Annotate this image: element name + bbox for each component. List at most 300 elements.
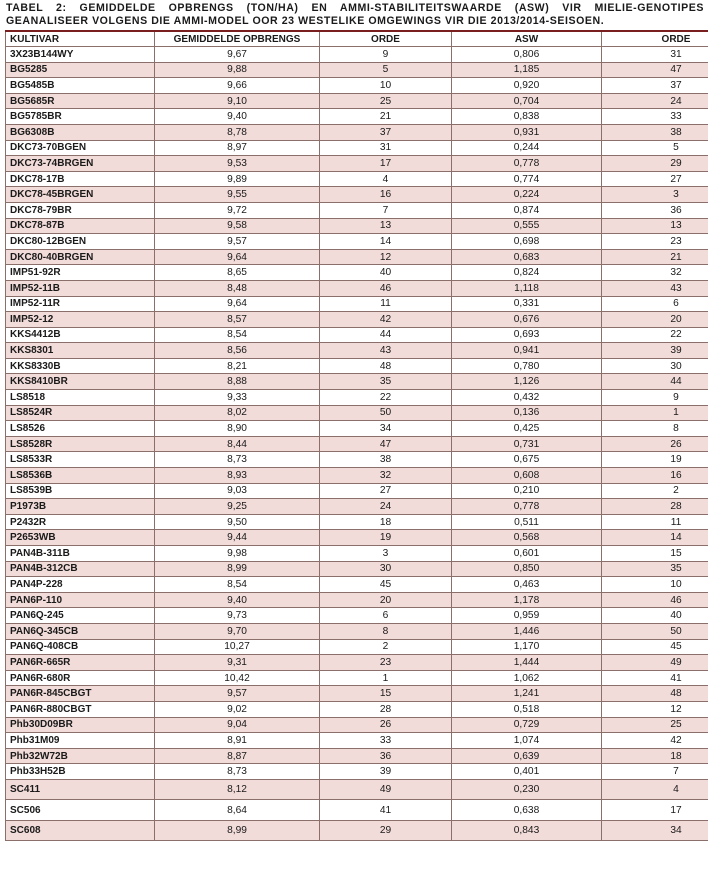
cell-orde-opbrengs: 11 bbox=[320, 296, 452, 312]
cell-asw: 0,838 bbox=[452, 109, 602, 125]
table-row bbox=[6, 78, 708, 94]
cell-asw: 0,780 bbox=[452, 358, 602, 374]
cell-orde-asw: 37 bbox=[602, 78, 708, 94]
cell-gemiddelde-opbrengs: 8,73 bbox=[155, 764, 320, 780]
cell-orde-asw: 10 bbox=[602, 577, 708, 593]
cell-orde-opbrengs: 22 bbox=[320, 390, 452, 406]
cell-orde-asw: 48 bbox=[602, 686, 708, 702]
cell-kultivar: Phb32W72B bbox=[6, 748, 155, 764]
cell-gemiddelde-opbrengs: 9,55 bbox=[155, 187, 320, 203]
cell-orde-asw: 11 bbox=[602, 514, 708, 530]
cell-orde-asw: 22 bbox=[602, 327, 708, 343]
table-row bbox=[6, 701, 708, 717]
cell-asw: 0,511 bbox=[452, 514, 602, 530]
cell-orde-opbrengs: 13 bbox=[320, 218, 452, 234]
cell-kultivar: SC608 bbox=[6, 820, 155, 841]
table-row bbox=[6, 623, 708, 639]
cell-gemiddelde-opbrengs: 8,97 bbox=[155, 140, 320, 156]
cell-kultivar: PAN4B-312CB bbox=[6, 561, 155, 577]
cell-gemiddelde-opbrengs: 9,40 bbox=[155, 592, 320, 608]
cell-orde-opbrengs: 41 bbox=[320, 800, 452, 821]
table-row bbox=[6, 779, 708, 800]
cell-orde-asw: 19 bbox=[602, 452, 708, 468]
cell-gemiddelde-opbrengs: 8,87 bbox=[155, 748, 320, 764]
cell-orde-opbrengs: 42 bbox=[320, 312, 452, 328]
cell-orde-asw: 29 bbox=[602, 156, 708, 172]
cell-asw: 0,843 bbox=[452, 820, 602, 841]
cell-gemiddelde-opbrengs: 8,88 bbox=[155, 374, 320, 390]
cell-orde-opbrengs: 46 bbox=[320, 280, 452, 296]
table-caption: TABEL 2: GEMIDDELDE OPBRENGS (TON/HA) EN AMMI-STABILITEITSWAARDE (ASW) VIR MIELIE-GENOTIPES GEANALISEER VOLGENS DIE AMMI-MODEL OOR 23 WESTELIKE OMGEWINGS VIR DIE 2013/2014-SEISOEN. bbox=[6, 2, 704, 27]
cell-orde-opbrengs: 20 bbox=[320, 592, 452, 608]
table-row bbox=[6, 764, 708, 780]
cell-orde-opbrengs: 43 bbox=[320, 343, 452, 359]
table-row bbox=[6, 405, 708, 421]
table-row bbox=[6, 202, 708, 218]
cell-gemiddelde-opbrengs: 9,66 bbox=[155, 78, 320, 94]
cell-asw: 0,555 bbox=[452, 218, 602, 234]
cell-kultivar: IMP51-92R bbox=[6, 265, 155, 281]
cell-orde-opbrengs: 32 bbox=[320, 468, 452, 484]
cell-orde-asw: 26 bbox=[602, 436, 708, 452]
cell-orde-asw: 46 bbox=[602, 592, 708, 608]
cell-kultivar: LS8528R bbox=[6, 436, 155, 452]
table-row bbox=[6, 156, 708, 172]
cell-orde-asw: 3 bbox=[602, 187, 708, 203]
cell-kultivar: DKC73-74BRGEN bbox=[6, 156, 155, 172]
header-gemiddelde-opbrengs: GEMIDDELDE OPBRENGS bbox=[155, 31, 320, 47]
cell-kultivar: DKC80-40BRGEN bbox=[6, 249, 155, 265]
cell-orde-opbrengs: 48 bbox=[320, 358, 452, 374]
cell-kultivar: P2653WB bbox=[6, 530, 155, 546]
cell-orde-opbrengs: 47 bbox=[320, 436, 452, 452]
cell-gemiddelde-opbrengs: 8,78 bbox=[155, 124, 320, 140]
cell-gemiddelde-opbrengs: 8,44 bbox=[155, 436, 320, 452]
cell-kultivar: Phb33H52B bbox=[6, 764, 155, 780]
table-row bbox=[6, 468, 708, 484]
cell-orde-asw: 43 bbox=[602, 280, 708, 296]
cell-gemiddelde-opbrengs: 8,91 bbox=[155, 733, 320, 749]
table-row bbox=[6, 358, 708, 374]
cell-asw: 1,185 bbox=[452, 62, 602, 78]
cell-asw: 0,778 bbox=[452, 499, 602, 515]
table-row bbox=[6, 655, 708, 671]
cell-orde-asw: 40 bbox=[602, 608, 708, 624]
cell-kultivar: BG5785BR bbox=[6, 109, 155, 125]
cell-orde-opbrengs: 50 bbox=[320, 405, 452, 421]
cell-kultivar: PAN6R-665R bbox=[6, 655, 155, 671]
cell-gemiddelde-opbrengs: 9,53 bbox=[155, 156, 320, 172]
cell-orde-opbrengs: 29 bbox=[320, 820, 452, 841]
cell-orde-opbrengs: 15 bbox=[320, 686, 452, 702]
cell-orde-asw: 47 bbox=[602, 62, 708, 78]
cell-orde-asw: 18 bbox=[602, 748, 708, 764]
table-row bbox=[6, 218, 708, 234]
cell-orde-asw: 49 bbox=[602, 655, 708, 671]
cell-kultivar: DKC78-45BRGEN bbox=[6, 187, 155, 203]
cell-asw: 0,432 bbox=[452, 390, 602, 406]
cell-kultivar: DKC78-87B bbox=[6, 218, 155, 234]
cell-gemiddelde-opbrengs: 10,42 bbox=[155, 670, 320, 686]
cell-gemiddelde-opbrengs: 8,56 bbox=[155, 343, 320, 359]
cell-gemiddelde-opbrengs: 8,54 bbox=[155, 577, 320, 593]
cell-orde-asw: 32 bbox=[602, 265, 708, 281]
cell-kultivar: KKS8410BR bbox=[6, 374, 155, 390]
table-row bbox=[6, 514, 708, 530]
cell-orde-opbrengs: 12 bbox=[320, 249, 452, 265]
table-row bbox=[6, 124, 708, 140]
cell-orde-opbrengs: 7 bbox=[320, 202, 452, 218]
header-kultivar: KULTIVAR bbox=[6, 31, 155, 47]
cell-gemiddelde-opbrengs: 9,03 bbox=[155, 483, 320, 499]
cell-kultivar: LS8518 bbox=[6, 390, 155, 406]
cell-gemiddelde-opbrengs: 8,54 bbox=[155, 327, 320, 343]
cell-gemiddelde-opbrengs: 9,10 bbox=[155, 93, 320, 109]
cell-kultivar: LS8539B bbox=[6, 483, 155, 499]
cell-asw: 0,698 bbox=[452, 234, 602, 250]
cell-asw: 1,241 bbox=[452, 686, 602, 702]
cell-orde-asw: 31 bbox=[602, 47, 708, 63]
cell-orde-asw: 24 bbox=[602, 93, 708, 109]
cell-orde-asw: 4 bbox=[602, 779, 708, 800]
cell-asw: 0,774 bbox=[452, 171, 602, 187]
cell-orde-asw: 38 bbox=[602, 124, 708, 140]
cell-gemiddelde-opbrengs: 8,57 bbox=[155, 312, 320, 328]
cell-orde-asw: 44 bbox=[602, 374, 708, 390]
cell-orde-asw: 1 bbox=[602, 405, 708, 421]
cell-kultivar: DKC73-70BGEN bbox=[6, 140, 155, 156]
cell-orde-asw: 8 bbox=[602, 421, 708, 437]
cell-orde-opbrengs: 8 bbox=[320, 623, 452, 639]
cell-kultivar: BG5285 bbox=[6, 62, 155, 78]
cell-orde-asw: 25 bbox=[602, 717, 708, 733]
cell-asw: 1,126 bbox=[452, 374, 602, 390]
table-row bbox=[6, 452, 708, 468]
table-row bbox=[6, 171, 708, 187]
table-row bbox=[6, 234, 708, 250]
cell-gemiddelde-opbrengs: 9,57 bbox=[155, 686, 320, 702]
table-row bbox=[6, 530, 708, 546]
cell-gemiddelde-opbrengs: 8,21 bbox=[155, 358, 320, 374]
table-row bbox=[6, 280, 708, 296]
cell-gemiddelde-opbrengs: 9,31 bbox=[155, 655, 320, 671]
cell-orde-opbrengs: 26 bbox=[320, 717, 452, 733]
table-row bbox=[6, 93, 708, 109]
cell-orde-opbrengs: 5 bbox=[320, 62, 452, 78]
cell-orde-opbrengs: 33 bbox=[320, 733, 452, 749]
cell-gemiddelde-opbrengs: 9,73 bbox=[155, 608, 320, 624]
cell-orde-asw: 20 bbox=[602, 312, 708, 328]
cell-orde-asw: 5 bbox=[602, 140, 708, 156]
cell-orde-opbrengs: 49 bbox=[320, 779, 452, 800]
cell-kultivar: KKS4412B bbox=[6, 327, 155, 343]
cell-orde-opbrengs: 10 bbox=[320, 78, 452, 94]
cell-kultivar: LS8526 bbox=[6, 421, 155, 437]
cell-kultivar: PAN6Q-408CB bbox=[6, 639, 155, 655]
table-row bbox=[6, 577, 708, 593]
cell-orde-asw: 45 bbox=[602, 639, 708, 655]
table-row bbox=[6, 546, 708, 562]
cell-gemiddelde-opbrengs: 9,02 bbox=[155, 701, 320, 717]
table-row bbox=[6, 748, 708, 764]
cell-orde-opbrengs: 21 bbox=[320, 109, 452, 125]
cell-orde-opbrengs: 35 bbox=[320, 374, 452, 390]
cell-gemiddelde-opbrengs: 9,64 bbox=[155, 296, 320, 312]
cell-gemiddelde-opbrengs: 8,73 bbox=[155, 452, 320, 468]
cell-asw: 0,676 bbox=[452, 312, 602, 328]
cell-asw: 0,425 bbox=[452, 421, 602, 437]
cell-asw: 0,638 bbox=[452, 800, 602, 821]
cell-kultivar: DKC78-79BR bbox=[6, 202, 155, 218]
table-row bbox=[6, 249, 708, 265]
table-row bbox=[6, 686, 708, 702]
cell-orde-opbrengs: 3 bbox=[320, 546, 452, 562]
cell-asw: 0,244 bbox=[452, 140, 602, 156]
cell-asw: 0,675 bbox=[452, 452, 602, 468]
cell-orde-opbrengs: 44 bbox=[320, 327, 452, 343]
table-row bbox=[6, 312, 708, 328]
cell-orde-asw: 33 bbox=[602, 109, 708, 125]
cell-orde-opbrengs: 19 bbox=[320, 530, 452, 546]
cell-kultivar: PAN6R-680R bbox=[6, 670, 155, 686]
cell-gemiddelde-opbrengs: 9,25 bbox=[155, 499, 320, 515]
cell-asw: 1,178 bbox=[452, 592, 602, 608]
cell-kultivar: BG5485B bbox=[6, 78, 155, 94]
table-row bbox=[6, 296, 708, 312]
cell-kultivar: PAN6R-845CBGT bbox=[6, 686, 155, 702]
cell-gemiddelde-opbrengs: 9,64 bbox=[155, 249, 320, 265]
cell-asw: 1,444 bbox=[452, 655, 602, 671]
cell-orde-asw: 27 bbox=[602, 171, 708, 187]
cell-orde-asw: 21 bbox=[602, 249, 708, 265]
cell-asw: 1,446 bbox=[452, 623, 602, 639]
table-row bbox=[6, 483, 708, 499]
cell-orde-asw: 7 bbox=[602, 764, 708, 780]
table-row bbox=[6, 717, 708, 733]
cell-orde-opbrengs: 24 bbox=[320, 499, 452, 515]
cell-kultivar: PAN4B-311B bbox=[6, 546, 155, 562]
cell-orde-asw: 28 bbox=[602, 499, 708, 515]
table-row bbox=[6, 670, 708, 686]
cell-gemiddelde-opbrengs: 10,27 bbox=[155, 639, 320, 655]
cell-gemiddelde-opbrengs: 9,40 bbox=[155, 109, 320, 125]
cell-asw: 0,693 bbox=[452, 327, 602, 343]
cell-asw: 0,941 bbox=[452, 343, 602, 359]
cell-gemiddelde-opbrengs: 8,99 bbox=[155, 820, 320, 841]
cell-asw: 0,683 bbox=[452, 249, 602, 265]
cell-kultivar: 3X23B144WY bbox=[6, 47, 155, 63]
cell-orde-opbrengs: 2 bbox=[320, 639, 452, 655]
cell-gemiddelde-opbrengs: 8,65 bbox=[155, 265, 320, 281]
table-row bbox=[6, 374, 708, 390]
cell-orde-asw: 2 bbox=[602, 483, 708, 499]
cell-orde-opbrengs: 40 bbox=[320, 265, 452, 281]
cell-orde-opbrengs: 45 bbox=[320, 577, 452, 593]
table-row bbox=[6, 436, 708, 452]
cell-orde-opbrengs: 34 bbox=[320, 421, 452, 437]
cell-asw: 0,331 bbox=[452, 296, 602, 312]
cell-asw: 1,074 bbox=[452, 733, 602, 749]
cell-orde-asw: 35 bbox=[602, 561, 708, 577]
cell-orde-asw: 13 bbox=[602, 218, 708, 234]
cell-asw: 0,230 bbox=[452, 779, 602, 800]
cell-asw: 0,806 bbox=[452, 47, 602, 63]
cell-gemiddelde-opbrengs: 9,57 bbox=[155, 234, 320, 250]
cell-asw: 0,224 bbox=[452, 187, 602, 203]
cell-gemiddelde-opbrengs: 9,67 bbox=[155, 47, 320, 63]
cell-orde-opbrengs: 37 bbox=[320, 124, 452, 140]
table-body bbox=[6, 47, 708, 841]
cell-kultivar: KKS8330B bbox=[6, 358, 155, 374]
cell-orde-opbrengs: 36 bbox=[320, 748, 452, 764]
table-row bbox=[6, 62, 708, 78]
cell-asw: 0,931 bbox=[452, 124, 602, 140]
header-asw: ASW bbox=[452, 31, 602, 47]
cell-gemiddelde-opbrengs: 9,88 bbox=[155, 62, 320, 78]
cell-orde-opbrengs: 16 bbox=[320, 187, 452, 203]
table-row bbox=[6, 265, 708, 281]
cell-gemiddelde-opbrengs: 8,90 bbox=[155, 421, 320, 437]
cell-asw: 0,959 bbox=[452, 608, 602, 624]
cell-orde-opbrengs: 27 bbox=[320, 483, 452, 499]
cell-asw: 1,062 bbox=[452, 670, 602, 686]
cell-kultivar: BG6308B bbox=[6, 124, 155, 140]
table-row bbox=[6, 109, 708, 125]
cell-asw: 1,170 bbox=[452, 639, 602, 655]
cell-orde-asw: 6 bbox=[602, 296, 708, 312]
cell-kultivar: BG5685R bbox=[6, 93, 155, 109]
table-row bbox=[6, 47, 708, 63]
cell-gemiddelde-opbrengs: 9,89 bbox=[155, 171, 320, 187]
cell-asw: 0,778 bbox=[452, 156, 602, 172]
cell-gemiddelde-opbrengs: 8,99 bbox=[155, 561, 320, 577]
header-orde-asw: ORDE bbox=[602, 31, 708, 47]
cell-kultivar: IMP52-11R bbox=[6, 296, 155, 312]
cell-orde-asw: 39 bbox=[602, 343, 708, 359]
cell-asw: 0,824 bbox=[452, 265, 602, 281]
header-orde-opbrengs: ORDE bbox=[320, 31, 452, 47]
cell-gemiddelde-opbrengs: 8,12 bbox=[155, 779, 320, 800]
table-row bbox=[6, 187, 708, 203]
cell-kultivar: IMP52-12 bbox=[6, 312, 155, 328]
table-row bbox=[6, 733, 708, 749]
cell-asw: 0,704 bbox=[452, 93, 602, 109]
cell-gemiddelde-opbrengs: 9,58 bbox=[155, 218, 320, 234]
cell-orde-asw: 42 bbox=[602, 733, 708, 749]
cell-orde-opbrengs: 31 bbox=[320, 140, 452, 156]
cell-gemiddelde-opbrengs: 8,02 bbox=[155, 405, 320, 421]
cell-orde-asw: 15 bbox=[602, 546, 708, 562]
cell-asw: 0,463 bbox=[452, 577, 602, 593]
cell-asw: 0,401 bbox=[452, 764, 602, 780]
cell-gemiddelde-opbrengs: 9,50 bbox=[155, 514, 320, 530]
table-row bbox=[6, 800, 708, 821]
cell-kultivar: PAN4P-228 bbox=[6, 577, 155, 593]
table-row bbox=[6, 390, 708, 406]
table-row bbox=[6, 327, 708, 343]
cell-orde-opbrengs: 17 bbox=[320, 156, 452, 172]
cell-orde-asw: 36 bbox=[602, 202, 708, 218]
cell-asw: 0,608 bbox=[452, 468, 602, 484]
cell-asw: 0,920 bbox=[452, 78, 602, 94]
cell-orde-asw: 17 bbox=[602, 800, 708, 821]
cell-asw: 0,639 bbox=[452, 748, 602, 764]
cell-gemiddelde-opbrengs: 9,44 bbox=[155, 530, 320, 546]
cell-kultivar: DKC80-12BGEN bbox=[6, 234, 155, 250]
cell-kultivar: IMP52-11B bbox=[6, 280, 155, 296]
cell-orde-opbrengs: 9 bbox=[320, 47, 452, 63]
table-row bbox=[6, 499, 708, 515]
cell-orde-opbrengs: 28 bbox=[320, 701, 452, 717]
cell-gemiddelde-opbrengs: 8,48 bbox=[155, 280, 320, 296]
cell-orde-asw: 23 bbox=[602, 234, 708, 250]
cell-kultivar: SC506 bbox=[6, 800, 155, 821]
cell-orde-asw: 50 bbox=[602, 623, 708, 639]
cell-kultivar: PAN6R-880CBGT bbox=[6, 701, 155, 717]
table-row bbox=[6, 561, 708, 577]
table-row bbox=[6, 639, 708, 655]
cell-orde-asw: 14 bbox=[602, 530, 708, 546]
cell-gemiddelde-opbrengs: 9,70 bbox=[155, 623, 320, 639]
cell-orde-opbrengs: 39 bbox=[320, 764, 452, 780]
cell-orde-opbrengs: 14 bbox=[320, 234, 452, 250]
cell-kultivar: Phb31M09 bbox=[6, 733, 155, 749]
cell-asw: 0,568 bbox=[452, 530, 602, 546]
cell-orde-opbrengs: 23 bbox=[320, 655, 452, 671]
cell-orde-opbrengs: 6 bbox=[320, 608, 452, 624]
cell-asw: 0,518 bbox=[452, 701, 602, 717]
cell-gemiddelde-opbrengs: 9,98 bbox=[155, 546, 320, 562]
results-table bbox=[5, 30, 708, 841]
cell-asw: 0,850 bbox=[452, 561, 602, 577]
cell-orde-opbrengs: 38 bbox=[320, 452, 452, 468]
cell-kultivar: KKS8301 bbox=[6, 343, 155, 359]
cell-kultivar: DKC78-17B bbox=[6, 171, 155, 187]
cell-kultivar: P2432R bbox=[6, 514, 155, 530]
cell-asw: 0,874 bbox=[452, 202, 602, 218]
cell-asw: 0,729 bbox=[452, 717, 602, 733]
table-header-row bbox=[6, 31, 708, 47]
cell-orde-asw: 16 bbox=[602, 468, 708, 484]
cell-orde-opbrengs: 1 bbox=[320, 670, 452, 686]
cell-orde-asw: 41 bbox=[602, 670, 708, 686]
cell-gemiddelde-opbrengs: 9,04 bbox=[155, 717, 320, 733]
cell-orde-opbrengs: 18 bbox=[320, 514, 452, 530]
cell-orde-asw: 12 bbox=[602, 701, 708, 717]
cell-kultivar: PAN6Q-245 bbox=[6, 608, 155, 624]
cell-asw: 1,118 bbox=[452, 280, 602, 296]
table-row bbox=[6, 608, 708, 624]
cell-kultivar: LS8533R bbox=[6, 452, 155, 468]
cell-gemiddelde-opbrengs: 9,33 bbox=[155, 390, 320, 406]
table-row bbox=[6, 592, 708, 608]
cell-asw: 0,601 bbox=[452, 546, 602, 562]
cell-kultivar: PAN6P-110 bbox=[6, 592, 155, 608]
cell-gemiddelde-opbrengs: 9,72 bbox=[155, 202, 320, 218]
cell-orde-opbrengs: 4 bbox=[320, 171, 452, 187]
table-row bbox=[6, 820, 708, 841]
cell-kultivar: Phb30D09BR bbox=[6, 717, 155, 733]
cell-kultivar: PAN6Q-345CB bbox=[6, 623, 155, 639]
cell-kultivar: SC411 bbox=[6, 779, 155, 800]
table-row bbox=[6, 140, 708, 156]
cell-kultivar: P1973B bbox=[6, 499, 155, 515]
cell-orde-asw: 30 bbox=[602, 358, 708, 374]
table-row bbox=[6, 421, 708, 437]
table-row bbox=[6, 343, 708, 359]
cell-gemiddelde-opbrengs: 8,64 bbox=[155, 800, 320, 821]
cell-orde-asw: 9 bbox=[602, 390, 708, 406]
